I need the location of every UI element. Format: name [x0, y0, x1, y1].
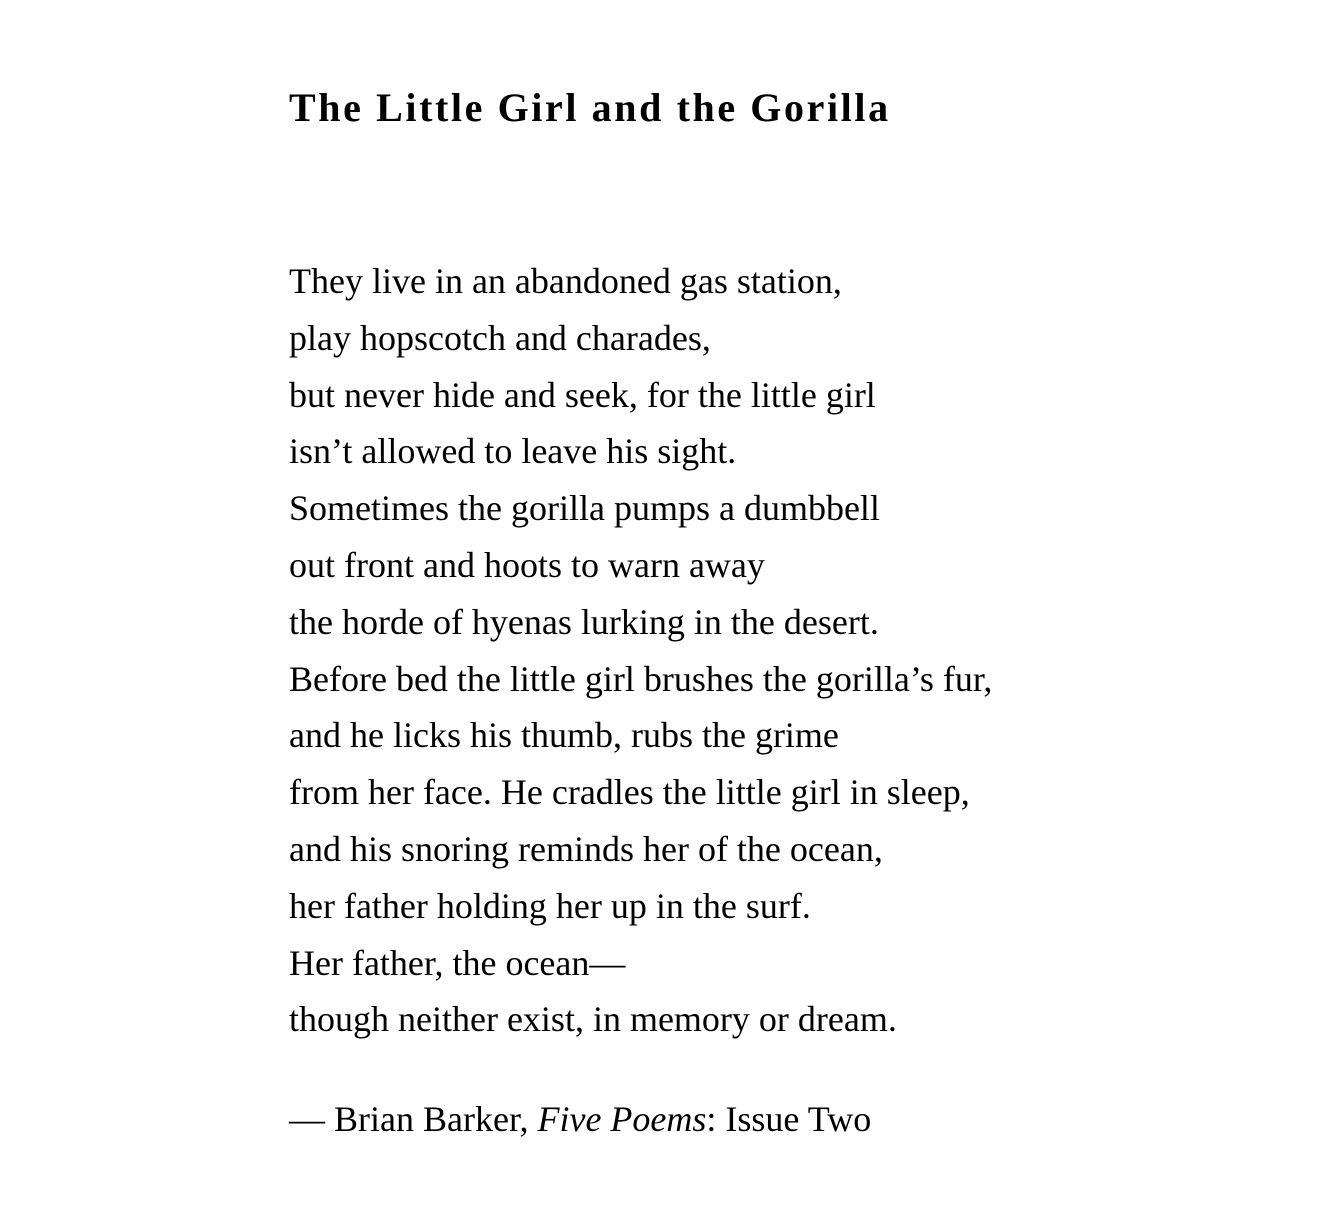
poem-line: They live in an abandoned gas station,: [289, 261, 842, 301]
poem-line: Her father, the ocean—: [289, 942, 626, 983]
poem-line: and his snoring reminds her of the ocean,: [289, 828, 883, 869]
poem-line: Sometimes the gorilla pumps a dumbbell: [289, 488, 880, 529]
attribution: [289, 1091, 871, 1147]
poem-line: the horde of hyenas lurking in the desert.: [289, 601, 879, 642]
poem-line: though neither exist, in memory or dream.: [289, 999, 897, 1040]
poem-line: from her face. He cradles the little girl in sleep,: [289, 772, 970, 813]
poem-line: play hopscotch and charades,: [289, 317, 711, 358]
attribution-publication: Five Poems: [537, 1099, 707, 1139]
poem-title: The Little Girl and the Gorilla: [289, 85, 891, 130]
poem-line: her father holding her up in the surf.: [289, 885, 811, 926]
poem-line: but never hide and seek, for the little girl: [289, 374, 876, 415]
poem-line: isn’t allowed to leave his sight.: [289, 431, 737, 472]
poem-body: [289, 253, 992, 1048]
poem-line: Before bed the little girl brushes the gorilla’s fur,: [289, 658, 993, 699]
poem-line: and he licks his thumb, rubs the grime: [289, 715, 839, 756]
attribution-author: — Brian Barker,: [289, 1099, 538, 1139]
poem-line: out front and hoots to warn away: [289, 544, 765, 585]
attribution-issue: : Issue Two: [706, 1099, 872, 1139]
